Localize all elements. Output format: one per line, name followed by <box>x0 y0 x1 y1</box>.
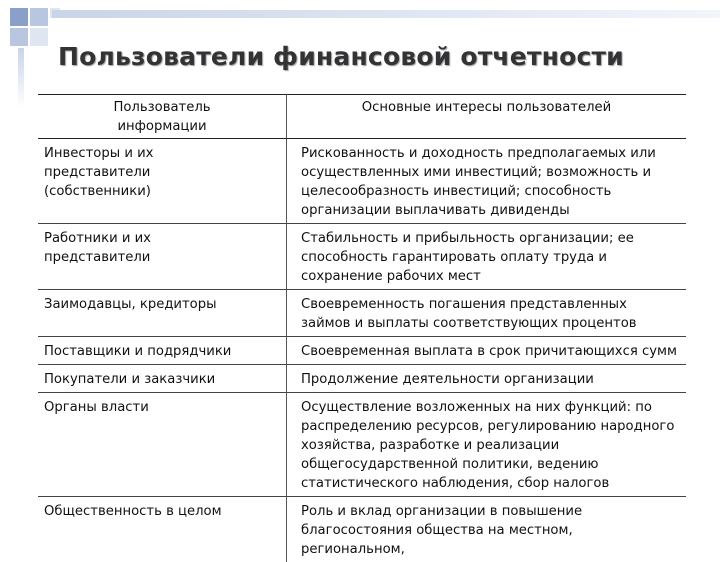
user-cell: Инвесторы и их представители (собственники) <box>38 139 287 224</box>
interest-cell: Продолжение деятельности организации <box>287 365 687 393</box>
interest-cell: Роль и вклад организации в повышение благосостояния общества на местном, региональном, <box>287 497 687 562</box>
column-header-user: Пользователь информации <box>38 95 287 139</box>
user-cell: Работники и их представители <box>38 224 287 290</box>
user-cell: Поставщики и подрядчики <box>38 337 287 365</box>
table-row <box>38 224 686 290</box>
table-row <box>38 290 686 337</box>
interest-cell: Рискованность и доходность предполагаемых или осуществленных ими инвестиций; возможность и целесообразность инвестиций; способность организации выплачивать дивиденды <box>287 139 687 224</box>
interest-cell: Стабильность и прибыльность организации; ее способность гарантировать оплату труда и сохранение рабочих мест <box>287 224 687 290</box>
table-row <box>38 393 686 497</box>
table-header-row <box>38 95 686 139</box>
table-row <box>38 337 686 365</box>
user-cell: Покупатели и заказчики <box>38 365 287 393</box>
interest-cell: Осуществление возложенных на них функций: по распределению ресурсов, регулированию народного хозяйства, разработке и реализации общегосударственной политики, ведению статистического наблюдения, сбор налогов <box>287 393 687 497</box>
decor-square <box>10 28 28 46</box>
decor-square <box>30 8 48 26</box>
decor-square <box>30 28 48 46</box>
table-row <box>38 139 686 224</box>
table-row <box>38 497 686 562</box>
decor-top-bar <box>52 10 720 18</box>
column-header-interest: Основные интересы пользователей <box>287 95 687 139</box>
interest-cell: Своевременная выплата в срок причитающихся сумм <box>287 337 687 365</box>
decor-square <box>10 8 28 26</box>
user-cell: Заимодавцы, кредиторы <box>38 290 287 337</box>
user-cell: Органы власти <box>38 393 287 497</box>
page-title: Пользователи финансовой отчетности <box>58 42 698 71</box>
interest-cell: Своевременность погашения представленных займов и выплаты соответствующих процентов <box>287 290 687 337</box>
user-cell: Общественность в целом <box>38 497 287 562</box>
table-row <box>38 365 686 393</box>
users-table <box>38 94 686 562</box>
decor-side-bar <box>18 48 24 108</box>
